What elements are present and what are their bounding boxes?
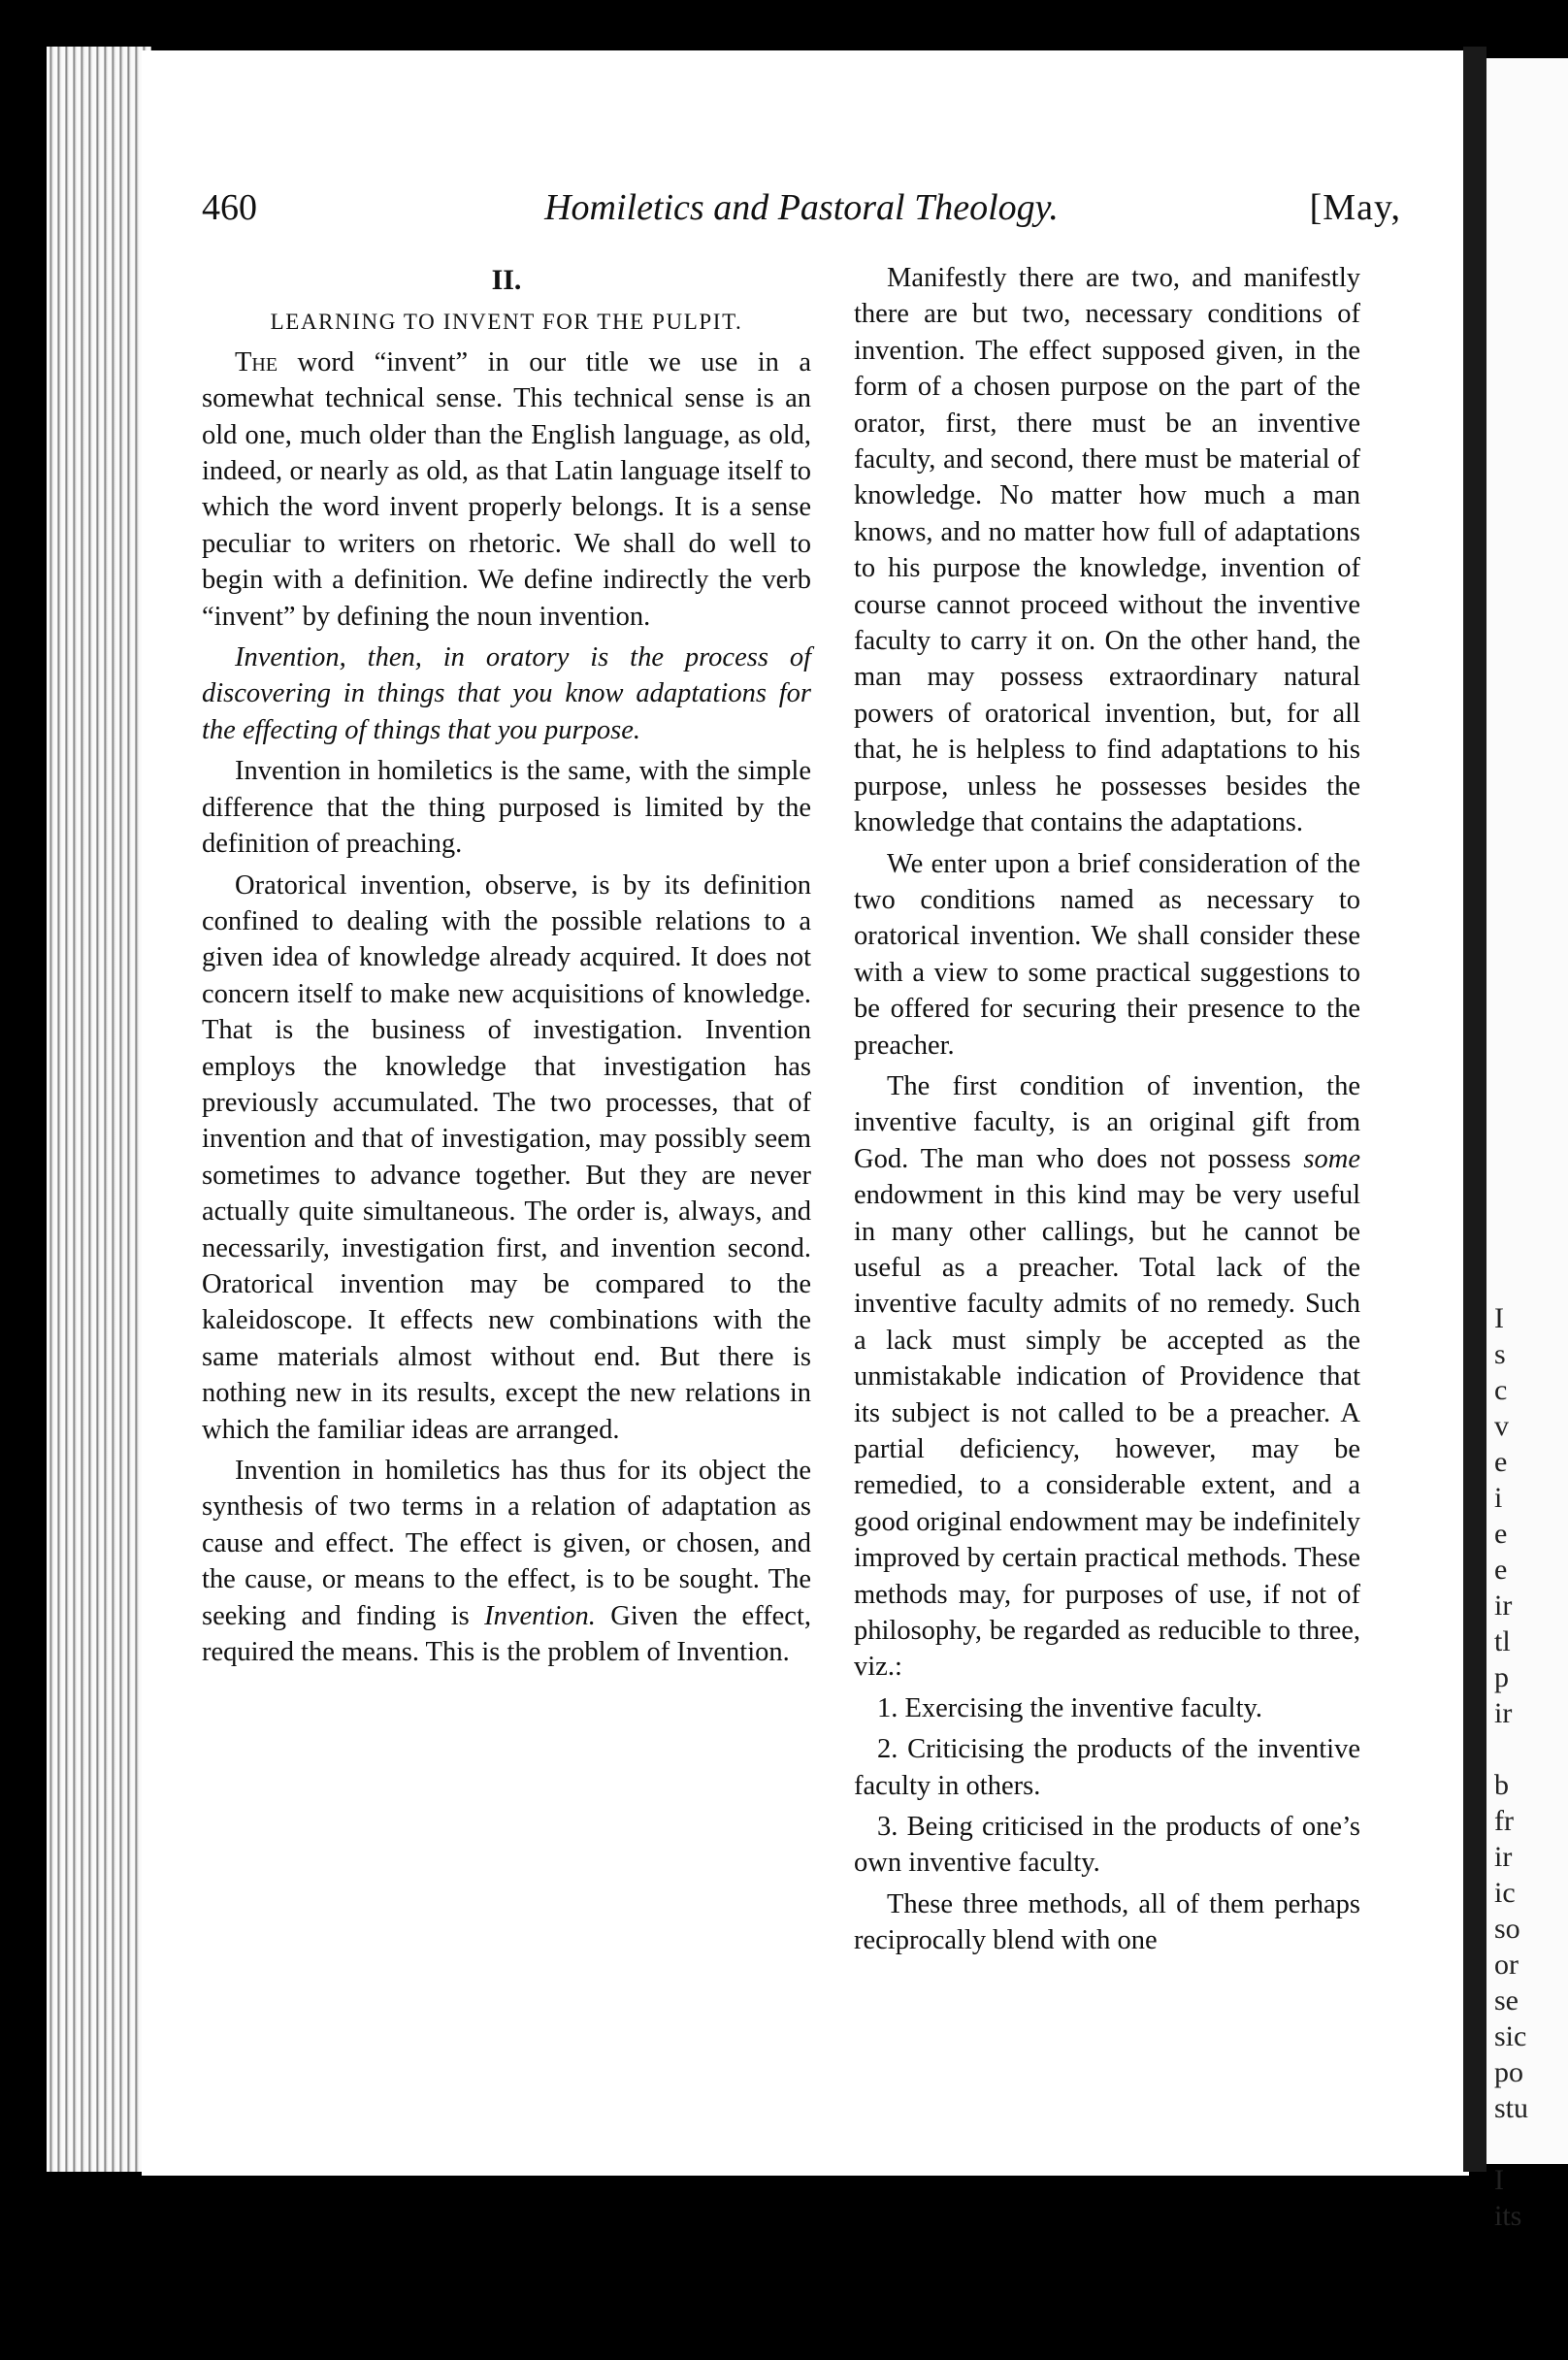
running-title: Homiletics and Pastoral Theology. — [544, 187, 1059, 228]
italic-term: Invention. — [484, 1600, 596, 1631]
page-gutter — [1463, 47, 1486, 2172]
fragment-line: po — [1494, 2056, 1523, 2088]
fragment-line: v — [1494, 1410, 1509, 1442]
paragraph-text: Given the effect, required the means. This is the problem of Invention. — [202, 1600, 811, 1668]
fragment-line — [1486, 1731, 1568, 1767]
book-page-edges — [47, 47, 151, 2172]
paragraph: These three methods, all of them perhaps reciprocally blend with one — [854, 1888, 1360, 1956]
paragraph: Oratorical invention, observe, is by its definition confined to dealing with the possible relations to a given idea of knowledge already acquired. It does not concern itself to make new acquisitions of knowledge. That is the business of investigation. Invention employs the knowledge that investigation has previously accumulated. The two processes, that of invention and that of investigation, may possibly seem sometimes to advance together. But they are never actually quite simultaneous. The order is, always, and necessarily, investigation first, and invention second. Oratorical invention may be compared to the kaleidoscope. It effects new combinations with the same materials almost without end. But there is nothing new in its results, except the new relations in which the familiar ideas are arranged. — [202, 869, 811, 1445]
left-column — [202, 260, 811, 1675]
fragment-line: I — [1494, 1302, 1504, 1334]
paragraph-text: endowment in this kind may be very useful in many other callings, but he cannot be useful as a preacher. Total lack of the inventive faculty admits of no remedy. Such a lack must simply be accepted as the unmistakable indication of Providence that its subject is not called to be a preacher. A partial deficiency, however, may be remedied, to a considerable extent, and a good original endowment may be indefinitely improved by certain practical methods. These methods may, for purposes of use, if not of philosophy, be regarded as reducible to three, viz.: — [854, 1180, 1360, 1683]
section-heading: LEARNING TO INVENT FOR THE PULPIT. — [270, 310, 743, 335]
fragment-line: fr — [1494, 1805, 1514, 1837]
paragraph — [202, 344, 811, 635]
fragment-line: ir — [1494, 1590, 1513, 1622]
fragment-spacer — [1486, 58, 1568, 1300]
fragment-line: ir — [1494, 1841, 1513, 1873]
fragment-line: its — [1494, 2200, 1522, 2232]
page-number: 460 — [202, 187, 257, 228]
fragment-line: e — [1494, 1446, 1508, 1478]
fragment-line: i — [1494, 1482, 1503, 1514]
paragraph: Invention in homiletics is the same, with the simple difference that the thing purposed is limited by the definition of preaching. — [202, 756, 811, 860]
header-month: [May, — [1309, 187, 1401, 228]
list-item: 1. Exercising the inventive faculty. — [877, 1692, 1263, 1723]
fragment-line: ic — [1494, 1877, 1516, 1909]
fragment-line: e — [1494, 1554, 1508, 1586]
fragment-line: c — [1494, 1374, 1508, 1406]
fragment-line: se — [1494, 1984, 1519, 2016]
paragraph — [202, 1453, 811, 1670]
fragment-line: b — [1494, 1769, 1509, 1801]
paragraph: Manifestly there are two, and manifestly there are but two, necessary conditions of invention. The effect supposed given, in the form of a chosen purpose on the part of the orator, first, there must be an inventive faculty, and second, there must be material of knowledge. No matter how much a man knows, and no matter how full of adaptations to his purpose the knowledge, invention of course cannot proceed without the inventive faculty to carry it on. On the other hand, the man may possess extraordinary natural powers of oratorical invention, but, for all that, he is helpless to find adaptations to his purpose, unless he possesses besides the knowledge that contains the adaptations. — [854, 263, 1360, 838]
fragment-line — [1486, 2126, 1568, 2162]
paragraph-text: The first condition of invention, the inventive faculty, is an original gift from God. The man who does not possess — [854, 1070, 1360, 1174]
fragment-line: e — [1494, 1518, 1508, 1550]
right-column — [854, 260, 1360, 1964]
fragment-line: or — [1494, 1949, 1519, 1981]
fragment-line: I — [1494, 2164, 1504, 2196]
list-item: 2. Criticising the products of the inventive faculty in others. — [854, 1734, 1360, 1801]
running-header — [202, 186, 1401, 235]
fragment-line: stu — [1494, 2092, 1529, 2124]
definition-paragraph: Invention, then, in oratory is the process of discovering in things that you know adaptations for the effecting of things that you purpose. — [202, 642, 811, 745]
fragment-line: sic — [1494, 2020, 1527, 2052]
section-number: II. — [491, 264, 522, 296]
paragraph-lead: The — [235, 346, 278, 377]
fragment-line: s — [1494, 1338, 1506, 1370]
fragment-line: tl — [1494, 1625, 1511, 1657]
fragment-line: ir — [1494, 1697, 1513, 1729]
paragraph: We enter upon a brief consideration of the two conditions named as necessary to oratorical invention. We shall consider these with a view to some practical suggestions to be offered for securing their presence to the preacher. — [854, 848, 1360, 1061]
fragment-line: p — [1494, 1661, 1509, 1693]
paragraph-text: Invention in homiletics has thus for its object the synthesis of two terms in a relation of adaptation as cause and effect. The effect is given, or chosen, and the cause, or means to the effect, is to be sought. The seeking and finding is — [202, 1456, 811, 1631]
paragraph-text: word “invent” in our title we use in a somewhat technical sense. This technical sense is an old one, much older than the English language, as old, indeed, or nearly as old, as that Latin language itself to which the word invent properly belongs. It is a sense peculiar to writers on rhetoric. We shall do well to begin with a definition. We define indirectly the verb “invent” by defining the noun invention. — [202, 346, 811, 632]
list-item: 3. Being criticised in the products of one’s own inventive faculty. — [854, 1812, 1360, 1879]
italic-term: some — [1303, 1143, 1360, 1174]
adjacent-page-fragment — [1486, 58, 1568, 2232]
fragment-line: so — [1494, 1913, 1520, 1945]
paragraph — [854, 1068, 1360, 1686]
